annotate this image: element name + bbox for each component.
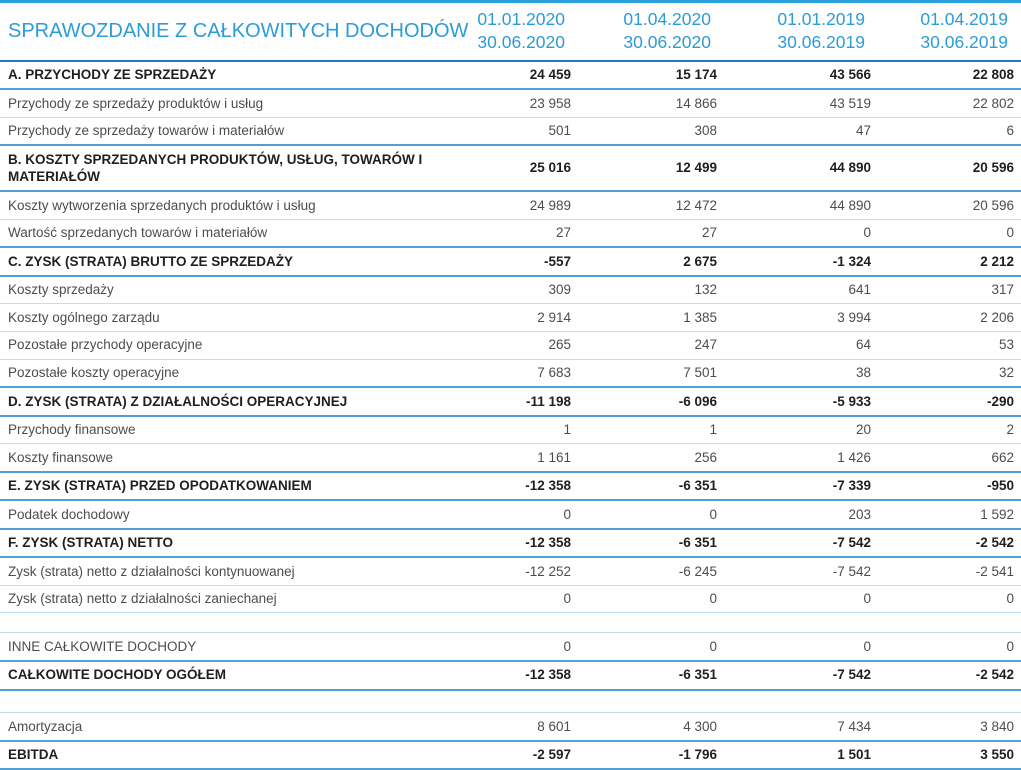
row-label: EBITDA xyxy=(0,741,450,770)
row-label: CAŁKOWITE DOCHODY OGÓŁEM xyxy=(0,661,450,690)
table-row xyxy=(0,661,1021,690)
cell-value: -12 358 xyxy=(450,529,578,558)
cell-value: 1 385 xyxy=(578,304,724,332)
cell-value xyxy=(724,613,878,633)
spacer-row xyxy=(0,613,1021,633)
row-label: INNE CAŁKOWITE DOCHODY xyxy=(0,633,450,661)
cell-value: -6 351 xyxy=(578,529,724,558)
cell-value: 25 016 xyxy=(450,145,578,191)
cell-value: 7 683 xyxy=(450,359,578,387)
cell-value: 2 206 xyxy=(878,304,1021,332)
cell-value: 1 592 xyxy=(878,500,1021,529)
row-label: Przychody finansowe xyxy=(0,416,450,444)
cell-value: 44 890 xyxy=(724,191,878,219)
cell-value: -290 xyxy=(878,387,1021,416)
table-row xyxy=(0,529,1021,558)
cell-value: 0 xyxy=(724,219,878,247)
row-label: Wartość sprzedanych towarów i materiałów xyxy=(0,219,450,247)
cell-value: 20 596 xyxy=(878,145,1021,191)
period-start: 01.04.2019 xyxy=(920,9,1008,30)
cell-value: 8 601 xyxy=(450,713,578,741)
cell-value: 44 890 xyxy=(724,145,878,191)
cell-value: -1 324 xyxy=(724,247,878,276)
cell-value xyxy=(450,690,578,713)
cell-value: 132 xyxy=(578,276,724,304)
table-row xyxy=(0,359,1021,387)
cell-value: 1 426 xyxy=(724,444,878,472)
cell-value: -2 542 xyxy=(878,529,1021,558)
row-label: Amortyzacja xyxy=(0,713,450,741)
table-row xyxy=(0,387,1021,416)
row-label: Koszty ogólnego zarządu xyxy=(0,304,450,332)
cell-value: 7 501 xyxy=(578,359,724,387)
cell-value: 20 xyxy=(724,416,878,444)
cell-value xyxy=(450,613,578,633)
cell-value: -12 358 xyxy=(450,472,578,501)
cell-value: 64 xyxy=(724,331,878,359)
cell-value: -6 096 xyxy=(578,387,724,416)
table-row xyxy=(0,247,1021,276)
cell-value: 0 xyxy=(878,219,1021,247)
table-row xyxy=(0,219,1021,247)
cell-value: 309 xyxy=(450,276,578,304)
cell-value: -7 542 xyxy=(724,529,878,558)
table-row xyxy=(0,500,1021,529)
table-row xyxy=(0,191,1021,219)
cell-value: 47 xyxy=(724,117,878,145)
table-row xyxy=(0,472,1021,501)
table-row xyxy=(0,741,1021,770)
period-end: 30.06.2020 xyxy=(477,32,565,53)
table-row xyxy=(0,145,1021,191)
cell-value: -6 245 xyxy=(578,557,724,585)
row-label: E. ZYSK (STRATA) PRZED OPODATKOWANIEM xyxy=(0,472,450,501)
cell-value: -950 xyxy=(878,472,1021,501)
cell-value: -7 542 xyxy=(724,557,878,585)
cell-value: 20 596 xyxy=(878,191,1021,219)
cell-value: 0 xyxy=(450,633,578,661)
cell-value xyxy=(578,690,724,713)
cell-value: 641 xyxy=(724,276,878,304)
cell-value: 203 xyxy=(724,500,878,529)
cell-value: 0 xyxy=(878,633,1021,661)
cell-value: 0 xyxy=(450,500,578,529)
cell-value: 27 xyxy=(578,219,724,247)
cell-value: 12 499 xyxy=(578,145,724,191)
cell-value xyxy=(878,690,1021,713)
cell-value: 0 xyxy=(578,585,724,613)
row-label: C. ZYSK (STRATA) BRUTTO ZE SPRZEDAŻY xyxy=(0,247,450,276)
table-row xyxy=(0,89,1021,117)
period-start: 01.01.2020 xyxy=(477,9,565,30)
column-header-period-2 xyxy=(578,2,724,61)
cell-value: 32 xyxy=(878,359,1021,387)
cell-value: 256 xyxy=(578,444,724,472)
page-title: SPRAWOZDANIE Z CAŁKOWITYCH DOCHODÓW xyxy=(0,2,450,61)
table-row xyxy=(0,633,1021,661)
cell-value: 2 xyxy=(878,416,1021,444)
cell-value: 24 459 xyxy=(450,61,578,90)
table-row xyxy=(0,331,1021,359)
period-start: 01.01.2019 xyxy=(777,9,865,30)
cell-value: -2 542 xyxy=(878,661,1021,690)
cell-value: 24 989 xyxy=(450,191,578,219)
column-header-period-3 xyxy=(724,2,878,61)
row-label: Pozostałe przychody operacyjne xyxy=(0,331,450,359)
row-label: Pozostałe koszty operacyjne xyxy=(0,359,450,387)
cell-value: -12 358 xyxy=(450,661,578,690)
row-label: Koszty wytworzenia sprzedanych produktów i usług xyxy=(0,191,450,219)
cell-value: -1 796 xyxy=(578,741,724,770)
cell-value xyxy=(724,690,878,713)
cell-value: -12 252 xyxy=(450,557,578,585)
cell-value: 247 xyxy=(578,331,724,359)
cell-value: 15 174 xyxy=(578,61,724,90)
cell-value: -2 597 xyxy=(450,741,578,770)
cell-value: 38 xyxy=(724,359,878,387)
cell-value: 22 802 xyxy=(878,89,1021,117)
cell-value: 43 519 xyxy=(724,89,878,117)
period-start: 01.04.2020 xyxy=(623,9,711,30)
row-label: Zysk (strata) netto z działalności kontynuowanej xyxy=(0,557,450,585)
cell-value: 3 840 xyxy=(878,713,1021,741)
cell-value: 27 xyxy=(450,219,578,247)
column-header-period-1 xyxy=(450,2,578,61)
cell-value: 23 958 xyxy=(450,89,578,117)
cell-value: -557 xyxy=(450,247,578,276)
cell-value: 43 566 xyxy=(724,61,878,90)
cell-value: 0 xyxy=(578,633,724,661)
row-label: D. ZYSK (STRATA) Z DZIAŁALNOŚCI OPERACYJNEJ xyxy=(0,387,450,416)
row-label: B. KOSZTY SPRZEDANYCH PRODUKTÓW, USŁUG, TOWARÓW I MATERIAŁÓW xyxy=(0,145,450,191)
row-label: Koszty sprzedaży xyxy=(0,276,450,304)
header-row xyxy=(0,2,1021,61)
cell-value: 12 472 xyxy=(578,191,724,219)
column-header-period-4 xyxy=(878,2,1021,61)
cell-value: 3 994 xyxy=(724,304,878,332)
cell-value: -7 339 xyxy=(724,472,878,501)
row-label xyxy=(0,690,450,713)
table-row xyxy=(0,713,1021,741)
cell-value: 0 xyxy=(724,633,878,661)
cell-value: 4 300 xyxy=(578,713,724,741)
cell-value: 0 xyxy=(450,585,578,613)
row-label xyxy=(0,613,450,633)
cell-value: 22 808 xyxy=(878,61,1021,90)
cell-value: 0 xyxy=(878,585,1021,613)
table-row xyxy=(0,117,1021,145)
cell-value: 662 xyxy=(878,444,1021,472)
cell-value: 265 xyxy=(450,331,578,359)
cell-value: 53 xyxy=(878,331,1021,359)
cell-value: 0 xyxy=(724,585,878,613)
cell-value: 14 866 xyxy=(578,89,724,117)
cell-value: 6 xyxy=(878,117,1021,145)
cell-value: 7 434 xyxy=(724,713,878,741)
cell-value: 308 xyxy=(578,117,724,145)
table-row xyxy=(0,444,1021,472)
row-label: Przychody ze sprzedaży produktów i usług xyxy=(0,89,450,117)
table-header xyxy=(0,2,1021,61)
cell-value: -2 541 xyxy=(878,557,1021,585)
table-row xyxy=(0,304,1021,332)
cell-value: -6 351 xyxy=(578,661,724,690)
row-label: Koszty finansowe xyxy=(0,444,450,472)
cell-value: 2 212 xyxy=(878,247,1021,276)
table-row xyxy=(0,557,1021,585)
cell-value: 3 550 xyxy=(878,741,1021,770)
period-end: 30.06.2020 xyxy=(623,32,711,53)
row-label: A. PRZYCHODY ZE SPRZEDAŻY xyxy=(0,61,450,90)
cell-value: -6 351 xyxy=(578,472,724,501)
cell-value: 1 501 xyxy=(724,741,878,770)
table-row xyxy=(0,276,1021,304)
cell-value: 1 xyxy=(578,416,724,444)
cell-value: 2 914 xyxy=(450,304,578,332)
period-end: 30.06.2019 xyxy=(920,32,1008,53)
table-body xyxy=(0,61,1021,770)
cell-value: 0 xyxy=(578,500,724,529)
cell-value: 2 675 xyxy=(578,247,724,276)
table-row xyxy=(0,416,1021,444)
cell-value xyxy=(878,613,1021,633)
cell-value: 1 xyxy=(450,416,578,444)
table-row xyxy=(0,61,1021,90)
cell-value: 317 xyxy=(878,276,1021,304)
row-label: Zysk (strata) netto z działalności zaniechanej xyxy=(0,585,450,613)
cell-value: -5 933 xyxy=(724,387,878,416)
cell-value: -11 198 xyxy=(450,387,578,416)
period-end: 30.06.2019 xyxy=(777,32,865,53)
row-label: Podatek dochodowy xyxy=(0,500,450,529)
cell-value: 501 xyxy=(450,117,578,145)
row-label: Przychody ze sprzedaży towarów i materiałów xyxy=(0,117,450,145)
cell-value: -7 542 xyxy=(724,661,878,690)
spacer-row xyxy=(0,690,1021,713)
row-label: F. ZYSK (STRATA) NETTO xyxy=(0,529,450,558)
cell-value xyxy=(578,613,724,633)
cell-value: 1 161 xyxy=(450,444,578,472)
table-row xyxy=(0,585,1021,613)
